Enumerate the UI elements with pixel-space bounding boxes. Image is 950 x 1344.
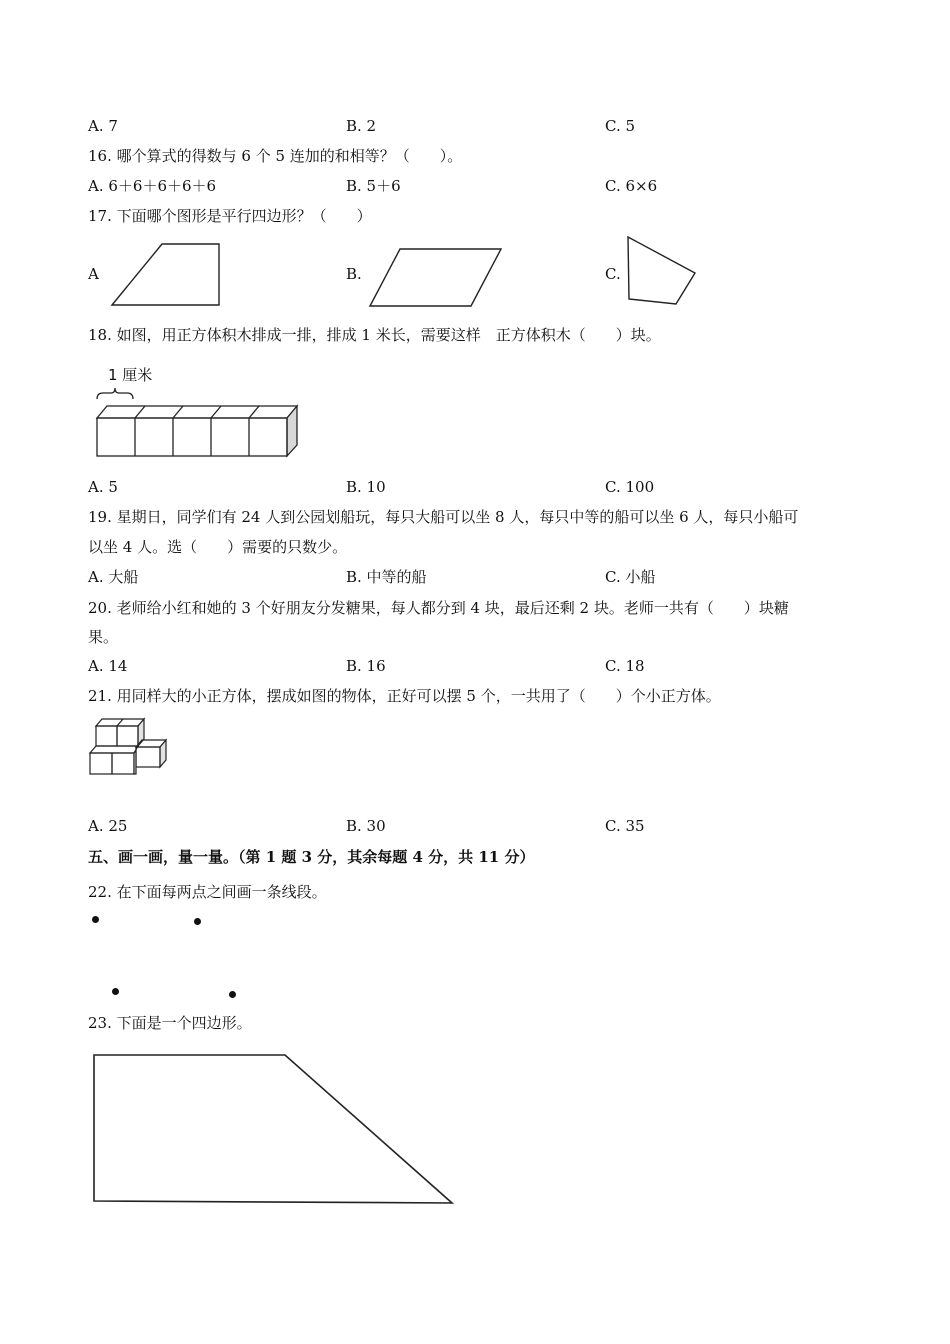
q19-option-b: B. 中等的船 <box>346 568 427 586</box>
q15-option-c: C. 5 <box>605 117 636 135</box>
q22-question: 22. 在下面每两点之间画一条线段。 <box>88 883 327 901</box>
q21-option-b: B. 30 <box>346 817 386 835</box>
section5-heading: 五、画一画，量一量。（第 1 题 3 分，其余每题 4 分，共 11 分） <box>88 848 535 866</box>
q20-option-b: B. 16 <box>346 657 386 675</box>
q21-cube-stack-figure <box>88 716 170 778</box>
q19-option-a: A. 大船 <box>88 568 139 586</box>
q16-option-c: C. 6×6 <box>605 177 658 195</box>
q23-question: 23. 下面是一个四边形。 <box>88 1014 252 1032</box>
q17-question: 17. 下面哪个图形是平行四边形？（ ） <box>88 207 372 225</box>
q20-option-c: C. 18 <box>605 657 645 675</box>
q22-point-3[interactable] <box>112 988 119 995</box>
q16-option-a: A. 6＋6＋6＋6＋6 <box>88 177 217 195</box>
q23-quadrilateral-figure <box>90 1052 458 1208</box>
q19-question-line2: 以坐 4 人。选（ ）需要的只数少。 <box>88 538 348 556</box>
q16-question: 16. 哪个算式的得数与 6 个 5 连加的和相等？（ ）。 <box>88 147 463 165</box>
q17-option-b: B. <box>346 265 362 283</box>
q17-shape-a-trapezoid <box>108 242 223 308</box>
q19-option-c: C. 小船 <box>605 568 656 586</box>
q18-option-c: C. 100 <box>605 478 655 496</box>
q17-shape-b-parallelogram <box>368 247 504 309</box>
q15-option-a: A. 7 <box>88 117 118 135</box>
q18-question: 18. 如图，用正方体积木排成一排，排成 1 米长，需要这样 正方体积木（ ）块。 <box>88 326 661 344</box>
q20-question-line2: 果。 <box>88 628 119 646</box>
q21-option-a: A. 25 <box>88 817 128 835</box>
q18-option-a: A. 5 <box>88 478 118 496</box>
q20-question-line1: 20. 老师给小红和她的 3 个好朋友分发糖果，每人都分到 4 块，最后还剩 2 块。老师一共有（ ）块糖 <box>88 599 789 617</box>
q18-figure-label: 1 厘米 <box>108 366 153 384</box>
q21-question: 21. 用同样大的小正方体，摆成如图的物体，正好可以摆 5 个，一共用了（ ）个小正方体。 <box>88 687 721 705</box>
q20-option-a: A. 14 <box>88 657 128 675</box>
q22-point-2[interactable] <box>194 918 201 925</box>
q15-option-b: B. 2 <box>346 117 377 135</box>
q17-option-c: C. <box>605 265 621 283</box>
q21-option-c: C. 35 <box>605 817 645 835</box>
q18-option-b: B. 10 <box>346 478 386 496</box>
q18-cube-row-figure <box>95 385 300 460</box>
q22-point-4[interactable] <box>229 991 236 998</box>
q22-point-1[interactable] <box>92 916 99 923</box>
q19-question-line1: 19. 星期日，同学们有 24 人到公园划船玩，每只大船可以坐 8 人，每只中等的船可以坐 6 人，每只小船可 <box>88 508 799 526</box>
q16-option-b: B. 5＋6 <box>346 177 401 195</box>
q17-option-a: A <box>88 265 99 283</box>
q17-shape-c-quadrilateral <box>625 235 699 307</box>
